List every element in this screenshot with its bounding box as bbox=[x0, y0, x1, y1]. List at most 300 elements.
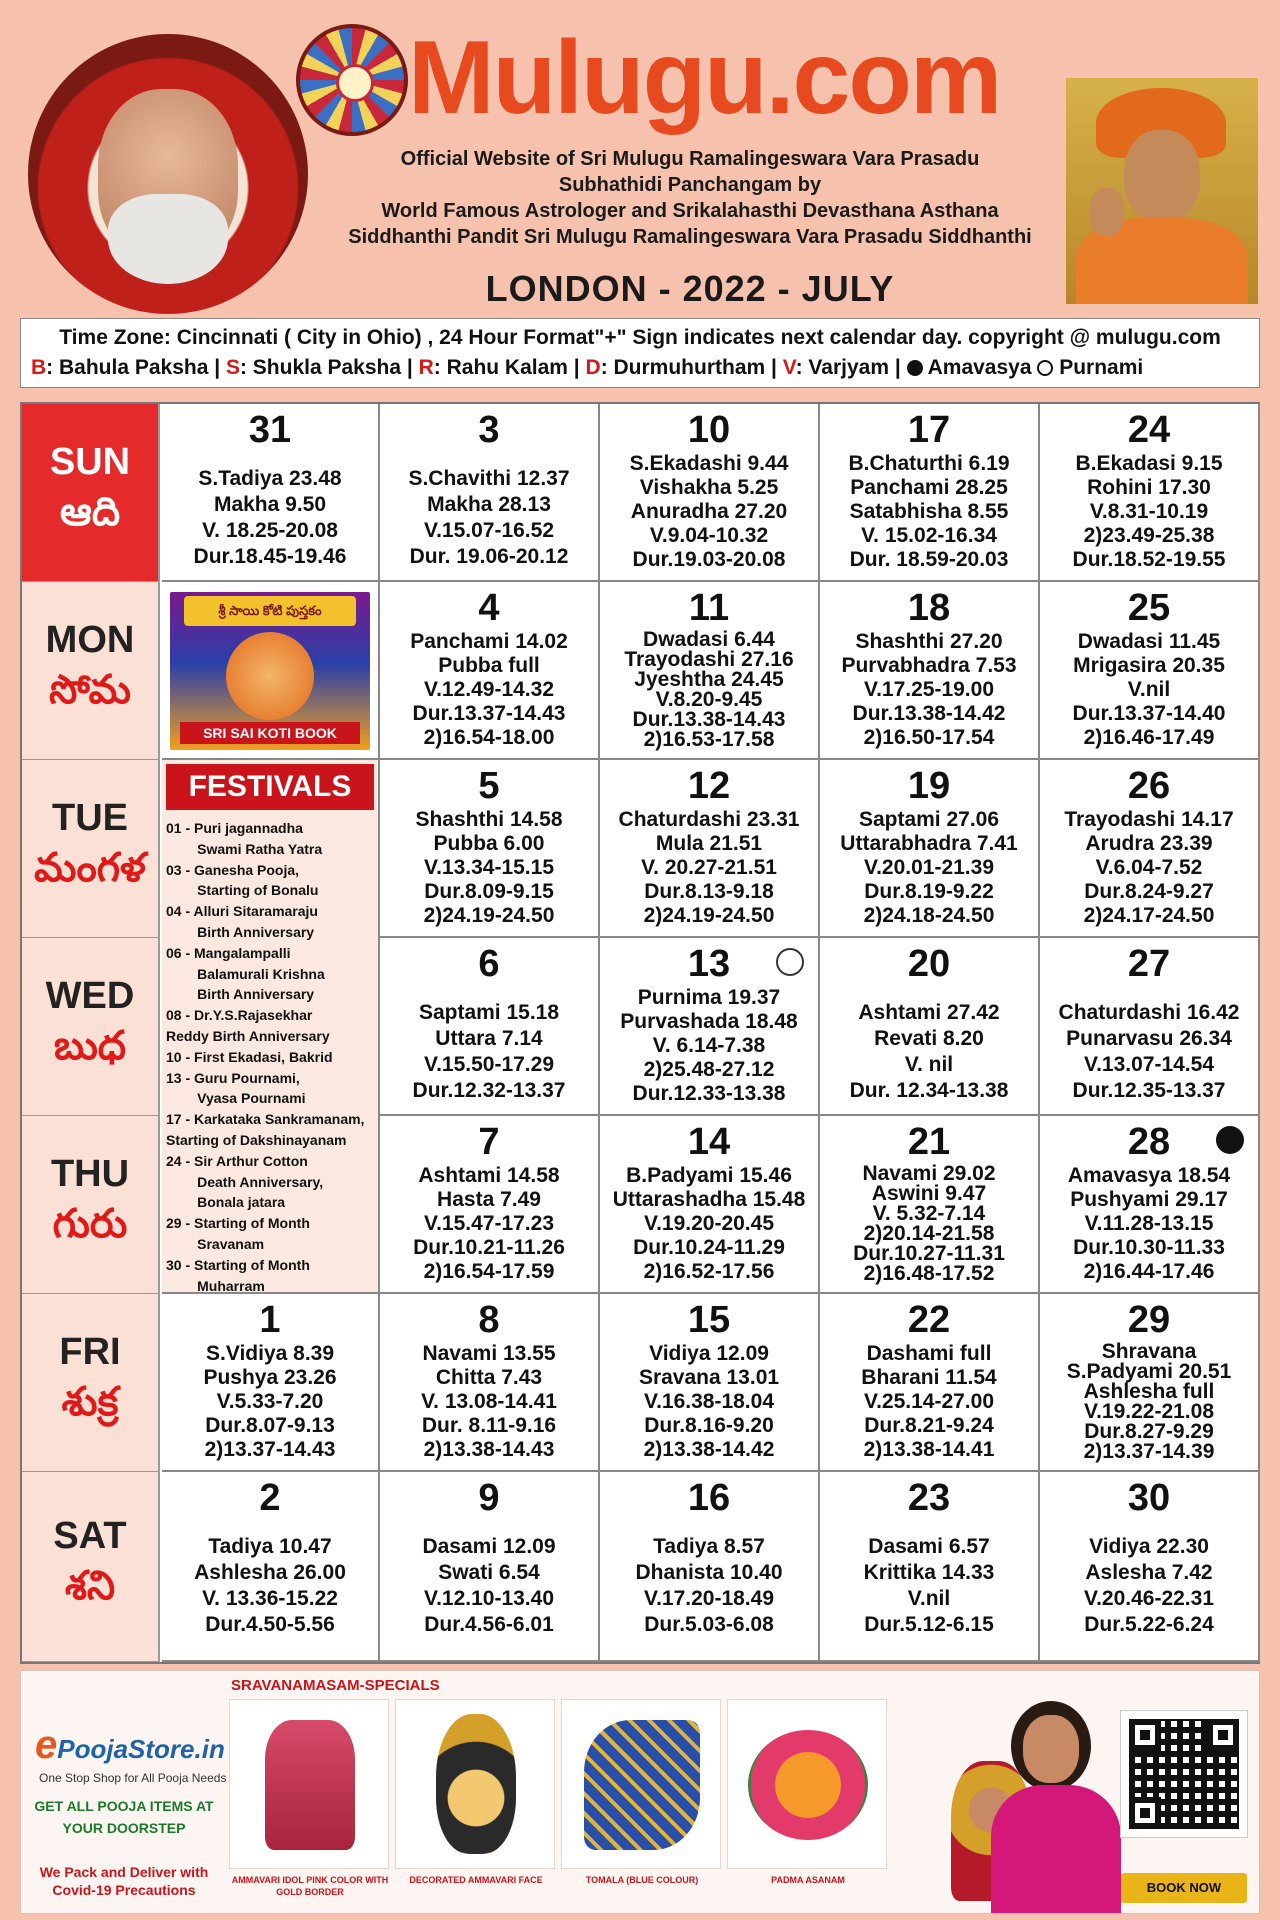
date-number: 20 bbox=[907, 943, 951, 985]
detail-line: 2)16.53-17.58 bbox=[643, 728, 775, 751]
detail-line: Navami 29.02 bbox=[862, 1162, 996, 1185]
detail-line: Shashthi 14.58 bbox=[415, 808, 563, 831]
detail-line: Dur.10.30-11.33 bbox=[1073, 1236, 1225, 1259]
detail-line: Dasami 6.57 bbox=[868, 1535, 990, 1558]
festival-item: 13 - Guru Pournami, Vyasa Pournami bbox=[166, 1069, 306, 1107]
date-number: 25 bbox=[1127, 587, 1171, 629]
date-number: 27 bbox=[1127, 943, 1171, 985]
detail-line: Chaturdashi 16.42 bbox=[1058, 1001, 1240, 1024]
detail-line: Dur.18.52-19.55 bbox=[1072, 548, 1226, 571]
date-number: 2 bbox=[259, 1477, 281, 1519]
detail-line: Dur.13.37-14.43 bbox=[412, 702, 566, 725]
detail-line: Dur.8.24-9.27 bbox=[1084, 880, 1214, 903]
detail-line: Dur.10.21-11.26 bbox=[413, 1236, 565, 1259]
day-header-wed bbox=[22, 938, 160, 1116]
detail-line: Dur.8.07-9.13 bbox=[205, 1414, 335, 1437]
panchangam-details bbox=[1040, 808, 1258, 928]
detail-line: S.Ekadashi 9.44 bbox=[629, 452, 789, 475]
date-cell-31[interactable] bbox=[162, 404, 380, 582]
festival-item: 01 - Puri jagannadha Swami Ratha Yatra bbox=[166, 820, 323, 857]
detail-line: Tadiya 10.47 bbox=[208, 1535, 332, 1558]
legend-key-r: R bbox=[418, 356, 434, 379]
festival-item: 30 - Starting of Month Muharram bbox=[166, 1256, 310, 1294]
product-caption: AMMAVARI IDOL PINK COLOR WITH GOLD BORDER bbox=[231, 1875, 389, 1897]
festival-item: 08 - Dr.Y.S.Rajasekhar Reddy Birth Anniversary bbox=[166, 1007, 330, 1044]
day-header-sat bbox=[22, 1472, 160, 1662]
detail-line: Saptami 15.18 bbox=[418, 1001, 560, 1024]
date-number: 9 bbox=[478, 1477, 500, 1519]
detail-line: Dur.13.38-14.42 bbox=[852, 702, 1006, 725]
detail-line: Dur.13.37-14.40 bbox=[1072, 702, 1226, 725]
date-cell-24[interactable] bbox=[1040, 404, 1260, 582]
detail-line: 2)16.48-17.52 bbox=[863, 1262, 995, 1285]
date-number: 8 bbox=[478, 1299, 500, 1341]
date-cell-16[interactable] bbox=[600, 1472, 820, 1662]
detail-line: V.19.20-20.45 bbox=[643, 1212, 774, 1235]
day-name-telugu: గురు bbox=[52, 1201, 128, 1246]
detail-line: Dur.4.56-6.01 bbox=[424, 1613, 554, 1636]
detail-line: Dur.5.12-6.15 bbox=[864, 1613, 994, 1636]
detail-line: V. 13.36-15.22 bbox=[202, 1587, 338, 1610]
detail-line: Sravana 13.01 bbox=[638, 1366, 780, 1389]
header-line-4: Siddhanthi Pandit Sri Mulugu Ramalingeswara Vara Prasadu Siddhanthi bbox=[348, 226, 1032, 248]
detail-line: Pubba 6.00 bbox=[433, 832, 545, 855]
detail-line: B.Chaturthi 6.19 bbox=[848, 452, 1010, 475]
panchangam-details bbox=[162, 1534, 378, 1638]
day-name-english: MON bbox=[45, 618, 135, 661]
detail-line: 2)16.54-18.00 bbox=[423, 726, 555, 749]
date-number: 23 bbox=[907, 1477, 951, 1519]
detail-line: V.nil bbox=[907, 1587, 951, 1610]
detail-line: Rohini 17.30 bbox=[1087, 476, 1211, 499]
detail-line: V.12.10-13.40 bbox=[423, 1587, 554, 1610]
date-cell-19[interactable] bbox=[820, 760, 1040, 938]
date-cell-7[interactable] bbox=[380, 1116, 600, 1294]
detail-line: S.Padyami 20.51 bbox=[1066, 1360, 1232, 1383]
day-name-telugu: సోమ bbox=[49, 667, 131, 712]
detail-line: Dur.12.33-13.38 bbox=[632, 1082, 786, 1105]
panchangam-details bbox=[820, 630, 1038, 750]
detail-line: Pushyami 29.17 bbox=[1070, 1188, 1228, 1211]
date-cell-6[interactable] bbox=[380, 938, 600, 1116]
header-line-1: Official Website of Sri Mulugu Ramalingeswara Vara Prasadu bbox=[400, 148, 980, 170]
detail-line: Purvashada 18.48 bbox=[620, 1010, 798, 1033]
panchangam-details bbox=[600, 1164, 818, 1284]
day-name-telugu: ఆది bbox=[59, 489, 121, 534]
header-line-3: World Famous Astrologer and Srikalahasthi Devasthana Asthana bbox=[381, 200, 999, 222]
detail-line: V.20.46-22.31 bbox=[1083, 1587, 1214, 1610]
detail-line: Purnima 19.37 bbox=[637, 986, 781, 1009]
poojastore-logo-icon: e bbox=[35, 1723, 58, 1767]
covid-text: We Pack and Deliver with Covid-19 Precautions bbox=[39, 1864, 209, 1898]
sai-baba-portrait bbox=[1066, 78, 1258, 304]
brand-suffix: .in bbox=[194, 1734, 225, 1764]
legend-key-s: S bbox=[225, 356, 240, 379]
date-cell-14[interactable] bbox=[600, 1116, 820, 1294]
detail-line: Dur.5.03-6.08 bbox=[644, 1613, 774, 1636]
model-with-idol bbox=[951, 1701, 1121, 1913]
date-number: 15 bbox=[687, 1299, 731, 1341]
festivals-panel bbox=[162, 760, 380, 1294]
detail-line: Dur. 8.11-9.16 bbox=[421, 1414, 557, 1437]
detail-line: Trayodashi 27.16 bbox=[624, 648, 794, 671]
panchangam-details bbox=[1040, 452, 1258, 572]
legend-key-v: V bbox=[782, 356, 796, 379]
panchangam-details bbox=[820, 452, 1038, 572]
product-caption: PADMA ASANAM bbox=[771, 1875, 845, 1885]
date-cell-28[interactable] bbox=[1040, 1116, 1260, 1294]
detail-line: Uttara 7.14 bbox=[435, 1027, 543, 1050]
panchangam-details bbox=[380, 1342, 598, 1462]
pooja-store-ad[interactable] bbox=[20, 1670, 1260, 1914]
date-cell-17[interactable] bbox=[820, 404, 1040, 582]
day-name-english: SAT bbox=[53, 1514, 127, 1557]
detail-line: 2)13.38-14.42 bbox=[643, 1438, 775, 1461]
date-cell-4[interactable] bbox=[380, 582, 600, 760]
date-number: 21 bbox=[907, 1121, 951, 1163]
header-description bbox=[316, 146, 1064, 250]
date-cell-5[interactable] bbox=[380, 760, 600, 938]
product-ammavari-idol[interactable] bbox=[229, 1699, 389, 1897]
detail-line: V.5.33-7.20 bbox=[216, 1390, 324, 1413]
date-cell-3[interactable] bbox=[380, 404, 600, 582]
model-face bbox=[1023, 1715, 1079, 1783]
date-number: 28 bbox=[1127, 1121, 1171, 1163]
panchangam-details bbox=[380, 630, 598, 750]
detail-line: Dur.13.38-14.43 bbox=[632, 708, 786, 731]
info-box bbox=[20, 318, 1260, 388]
detail-line: 2)24.17-24.50 bbox=[1083, 904, 1215, 927]
detail-line: Makha 9.50 bbox=[213, 493, 327, 516]
date-number: 18 bbox=[907, 587, 951, 629]
detail-line: Bharani 11.54 bbox=[861, 1366, 997, 1389]
day-name-telugu: మంగళ bbox=[34, 845, 146, 890]
detail-line: Vidiya 22.30 bbox=[1089, 1535, 1209, 1558]
panchangam-details bbox=[820, 1164, 1038, 1284]
detail-line: 2)16.54-17.59 bbox=[423, 1260, 555, 1283]
brand-name: PoojaStore bbox=[57, 1734, 195, 1764]
detail-line: V.20.01-21.39 bbox=[863, 856, 994, 879]
face-image bbox=[436, 1714, 516, 1854]
blessing-hand-icon bbox=[1090, 188, 1124, 236]
date-cell-21[interactable] bbox=[820, 1116, 1040, 1294]
panchangam-details bbox=[380, 808, 598, 928]
date-cell-25[interactable] bbox=[1040, 582, 1260, 760]
legend-text-v: : Varjyam | bbox=[795, 356, 901, 379]
day-name-telugu: శని bbox=[64, 1563, 116, 1608]
detail-line: Dur.19.03-20.08 bbox=[632, 548, 786, 571]
legend-key-b: B bbox=[31, 356, 47, 379]
detail-line: Ashlesha full bbox=[1083, 1380, 1215, 1403]
detail-line: Dur.5.22-6.24 bbox=[1084, 1613, 1214, 1636]
panchangam-details bbox=[600, 452, 818, 572]
product-caption: DECORATED AMMAVARI FACE bbox=[409, 1875, 543, 1885]
day-name-telugu: శుక్ర bbox=[61, 1379, 119, 1424]
panchangam-details bbox=[820, 1534, 1038, 1638]
detail-line: 2)13.38-14.41 bbox=[863, 1438, 995, 1461]
legend-text-b: : Bahula Paksha | bbox=[46, 356, 226, 379]
detail-line: V.nil bbox=[1127, 678, 1171, 701]
detail-line: Shravana bbox=[1101, 1340, 1197, 1363]
detail-line: Uttarabhadra 7.41 bbox=[840, 832, 1018, 855]
detail-line: Ashlesha 26.00 bbox=[194, 1561, 346, 1584]
detail-line: V.8.31-10.19 bbox=[1089, 500, 1209, 523]
festival-item: 10 - First Ekadasi, Bakrid bbox=[166, 1048, 333, 1065]
detail-line: V. 15.02-16.34 bbox=[861, 524, 997, 547]
day-name-english: FRI bbox=[59, 1330, 121, 1373]
detail-line: V.9.04-10.32 bbox=[649, 524, 769, 547]
detail-line: V. nil bbox=[904, 1053, 954, 1076]
legend-text-d: : Durmuhurtham | bbox=[600, 356, 783, 379]
date-number: 6 bbox=[478, 943, 500, 985]
detail-line: Dur.12.35-13.37 bbox=[1072, 1079, 1226, 1102]
date-cell-18[interactable] bbox=[820, 582, 1040, 760]
date-cell-20[interactable] bbox=[820, 938, 1040, 1116]
date-cell-29[interactable] bbox=[1040, 1294, 1260, 1472]
detail-line: Shashthi 27.20 bbox=[855, 630, 1003, 653]
detail-line: Punarvasu 26.34 bbox=[1066, 1027, 1232, 1050]
product-ammavari-face[interactable] bbox=[395, 1699, 555, 1885]
day-header-tue bbox=[22, 760, 160, 938]
detail-line: S.Tadiya 23.48 bbox=[198, 467, 342, 490]
detail-line: Uttarashadha 15.48 bbox=[612, 1188, 806, 1211]
detail-line: V.8.20-9.45 bbox=[655, 688, 763, 711]
detail-line: Mrigasira 20.35 bbox=[1073, 654, 1225, 677]
date-number: 19 bbox=[907, 765, 951, 807]
specials-title: SRAVANAMASAM-SPECIALS bbox=[231, 1677, 440, 1694]
detail-line: Swati 6.54 bbox=[438, 1561, 540, 1584]
detail-line: 2)13.38-14.43 bbox=[423, 1438, 555, 1461]
panchangam-details bbox=[820, 1000, 1038, 1104]
detail-line: Dur.8.21-9.24 bbox=[864, 1414, 994, 1437]
panchangam-details bbox=[1040, 630, 1258, 750]
product-caption: TOMALA (BLUE COLOUR) bbox=[585, 1875, 699, 1885]
saint-face bbox=[1124, 130, 1200, 222]
panchangam-details bbox=[1040, 1534, 1258, 1638]
detail-line: Dur. 19.06-20.12 bbox=[409, 545, 569, 568]
detail-line: V.6.04-7.52 bbox=[1095, 856, 1203, 879]
detail-line: V.13.07-14.54 bbox=[1083, 1053, 1214, 1076]
date-number: 17 bbox=[907, 409, 951, 451]
date-number: 30 bbox=[1127, 1477, 1171, 1519]
day-name-english: SUN bbox=[49, 440, 131, 483]
date-cell-30[interactable] bbox=[1040, 1472, 1260, 1662]
date-cell-12[interactable] bbox=[600, 760, 820, 938]
date-number: 14 bbox=[687, 1121, 731, 1163]
festival-item: 29 - Starting of Month Sravanam bbox=[166, 1215, 310, 1252]
panchangam-details bbox=[600, 1534, 818, 1638]
product-padma-asanam[interactable] bbox=[727, 1699, 887, 1885]
detail-line: Aswini 9.47 bbox=[871, 1182, 987, 1205]
detail-line: Dwadasi 6.44 bbox=[643, 628, 775, 651]
detail-line: Hasta 7.49 bbox=[437, 1188, 541, 1211]
detail-line: B.Ekadasi 9.15 bbox=[1075, 452, 1223, 475]
poojastore-logo[interactable] bbox=[35, 1723, 225, 1768]
detail-line: Vishakha 5.25 bbox=[639, 476, 779, 499]
book-label: SRI SAI KOTI BOOK bbox=[180, 722, 360, 744]
detail-line: Dur. 18.59-20.03 bbox=[849, 548, 1009, 571]
date-cell-9[interactable] bbox=[380, 1472, 600, 1662]
calendar-grid bbox=[20, 402, 1260, 1664]
festival-item: 06 - Mangalampalli Balamurali Krishna Birth Anniversary bbox=[166, 944, 325, 1003]
festivals-list bbox=[162, 818, 378, 1296]
detail-line: Chitta 7.43 bbox=[435, 1366, 543, 1389]
date-cell-23[interactable] bbox=[820, 1472, 1040, 1662]
detail-line: Dur.8.16-9.20 bbox=[644, 1414, 774, 1437]
detail-line: Ashtami 14.58 bbox=[418, 1164, 560, 1187]
festival-item: 03 - Ganesha Pooja, Starting of Bonalu bbox=[166, 861, 319, 899]
date-number: 5 bbox=[478, 765, 500, 807]
detail-line: Satabhisha 8.55 bbox=[849, 500, 1009, 523]
detail-line: Vidiya 12.09 bbox=[649, 1342, 769, 1365]
panchangam-details bbox=[380, 1534, 598, 1638]
detail-line: S.Chavithi 12.37 bbox=[408, 467, 570, 490]
day-header-thu bbox=[22, 1116, 160, 1294]
date-cell-8[interactable] bbox=[380, 1294, 600, 1472]
day-name-english: TUE bbox=[52, 796, 128, 839]
date-cell-11[interactable] bbox=[600, 582, 820, 760]
detail-line: 2)24.19-24.50 bbox=[643, 904, 775, 927]
zodiac-mandala-icon bbox=[296, 24, 408, 136]
panchangam-details bbox=[380, 1000, 598, 1104]
detail-line: S.Vidiya 8.39 bbox=[205, 1342, 335, 1365]
legend-key-d: D bbox=[585, 356, 601, 379]
detail-line: V. 20.27-21.51 bbox=[641, 856, 777, 879]
date-cell-22[interactable] bbox=[820, 1294, 1040, 1472]
model-saree bbox=[991, 1785, 1121, 1913]
date-cell-10[interactable] bbox=[600, 404, 820, 582]
panchangam-details bbox=[162, 1342, 378, 1462]
detail-line: V.19.22-21.08 bbox=[1083, 1400, 1214, 1423]
detail-line: Dur.4.50-5.56 bbox=[205, 1613, 335, 1636]
qr-finder bbox=[1207, 1719, 1239, 1751]
detail-line: Pushya 23.26 bbox=[203, 1366, 337, 1389]
detail-line: Mula 21.51 bbox=[655, 832, 763, 855]
day-name-english: WED bbox=[45, 974, 135, 1017]
panchangam-details bbox=[1040, 1000, 1258, 1104]
detail-line: B.Padyami 15.46 bbox=[626, 1164, 792, 1187]
detail-line: Pubba full bbox=[438, 654, 540, 677]
date-cell-27[interactable] bbox=[1040, 938, 1260, 1116]
detail-line: V.25.14-27.00 bbox=[863, 1390, 994, 1413]
detail-line: Krittika 14.33 bbox=[863, 1561, 995, 1584]
date-cell-2[interactable] bbox=[162, 1472, 380, 1662]
festival-item: 24 - Sir Arthur Cotton Death Anniversary, Bonala jatara bbox=[166, 1152, 324, 1211]
full-moon-icon bbox=[1037, 360, 1053, 376]
detail-line: 2)16.44-17.46 bbox=[1083, 1260, 1215, 1283]
new-moon-icon bbox=[1216, 1126, 1244, 1154]
detail-line: Trayodashi 14.17 bbox=[1064, 808, 1234, 831]
date-cell-26[interactable] bbox=[1040, 760, 1260, 938]
detail-line: Tadiya 8.57 bbox=[653, 1535, 765, 1558]
date-number: 13 bbox=[687, 943, 731, 985]
detail-line: Dur. 12.34-13.38 bbox=[849, 1079, 1009, 1102]
detail-line: 2)16.50-17.54 bbox=[863, 726, 995, 749]
detail-line: Dur.12.32-13.37 bbox=[412, 1079, 566, 1102]
panchangam-details bbox=[380, 1164, 598, 1284]
date-cell-13[interactable] bbox=[600, 938, 820, 1116]
detail-line: 2)20.14-21.58 bbox=[863, 1222, 995, 1245]
detail-line: Dhanista 10.40 bbox=[635, 1561, 783, 1584]
detail-line: Anuradha 27.20 bbox=[630, 500, 788, 523]
city-month-title: LONDON - 2022 - JULY bbox=[485, 268, 895, 309]
detail-line: 2)23.49-25.38 bbox=[1083, 524, 1215, 547]
date-number: 12 bbox=[687, 765, 731, 807]
date-number: 31 bbox=[248, 409, 292, 451]
date-number: 10 bbox=[687, 409, 731, 451]
date-number: 26 bbox=[1127, 765, 1171, 807]
detail-line: 2)13.37-14.43 bbox=[204, 1438, 336, 1461]
detail-line: 2)24.18-24.50 bbox=[863, 904, 995, 927]
detail-line: Makha 28.13 bbox=[427, 493, 551, 516]
detail-line: 2)16.52-17.56 bbox=[643, 1260, 775, 1283]
detail-line: 2)25.48-27.12 bbox=[643, 1058, 775, 1081]
astrologer-portrait bbox=[28, 34, 308, 314]
detail-line: Saptami 27.06 bbox=[858, 808, 1000, 831]
detail-line: V. 5.32-7.14 bbox=[872, 1202, 986, 1225]
full-moon-icon bbox=[776, 948, 804, 976]
detail-line: Jyeshtha 24.45 bbox=[634, 668, 784, 691]
idol-image bbox=[265, 1720, 355, 1850]
panchangam-details bbox=[600, 986, 818, 1106]
book-cover[interactable] bbox=[170, 592, 370, 750]
book-banner: శ్రీ సాయి కోటి పుస్తకం bbox=[184, 596, 356, 626]
qr-code[interactable] bbox=[1121, 1711, 1247, 1837]
detail-line: Amavasya 18.54 bbox=[1067, 1164, 1231, 1187]
site-title[interactable]: Mulugu.com bbox=[408, 20, 1001, 136]
date-cell-15[interactable] bbox=[600, 1294, 820, 1472]
date-number: 3 bbox=[478, 409, 500, 451]
date-number: 11 bbox=[688, 587, 730, 629]
date-number: 1 bbox=[259, 1299, 281, 1341]
detail-line: Panchami 28.25 bbox=[850, 476, 1008, 499]
detail-line: Dur.8.09-9.15 bbox=[424, 880, 554, 903]
date-number: 7 bbox=[478, 1121, 500, 1163]
detail-line: Dur.10.27-11.31 bbox=[853, 1242, 1005, 1265]
sai-koti-book-ad[interactable] bbox=[162, 582, 380, 760]
detail-line: V.15.50-17.29 bbox=[423, 1053, 554, 1076]
detail-line: 2)13.37-14.39 bbox=[1083, 1440, 1215, 1463]
detail-line: Dur.18.45-19.46 bbox=[193, 545, 347, 568]
day-header-fri bbox=[22, 1294, 160, 1472]
detail-line: V. 13.08-14.41 bbox=[421, 1390, 557, 1413]
legend-text-r: : Rahu Kalam | bbox=[433, 356, 586, 379]
date-number: 24 bbox=[1127, 409, 1171, 451]
detail-line: Purvabhadra 7.53 bbox=[841, 654, 1017, 677]
day-header-mon bbox=[22, 582, 160, 760]
astrologer-beard bbox=[108, 194, 228, 284]
detail-line: Panchami 14.02 bbox=[410, 630, 568, 653]
panchangam-details bbox=[162, 466, 378, 570]
legend-amavasya: Amavasya bbox=[927, 356, 1032, 379]
detail-line: V.11.28-13.15 bbox=[1084, 1212, 1214, 1235]
panchangam-details bbox=[820, 1342, 1038, 1462]
detail-line: Revati 8.20 bbox=[874, 1027, 984, 1050]
header-line-2: Subhathidi Panchangam by bbox=[558, 174, 822, 196]
qr-finder bbox=[1129, 1797, 1161, 1829]
legend bbox=[31, 353, 1249, 383]
product-tomala[interactable] bbox=[561, 1699, 721, 1885]
header bbox=[0, 0, 1280, 312]
date-cell-1[interactable] bbox=[162, 1294, 380, 1472]
book-now-button[interactable]: BOOK NOW bbox=[1121, 1873, 1247, 1903]
timezone-note: Time Zone: Cincinnati ( City in Ohio) , 24 Hour Format"+" Sign indicates next calendar day. copyright @ mulugu.com bbox=[59, 326, 1221, 349]
detail-line: V.13.34-15.15 bbox=[423, 856, 554, 879]
panchangam-details bbox=[380, 466, 598, 570]
day-header-sun bbox=[22, 404, 160, 582]
detail-line: Dur.8.27-9.29 bbox=[1084, 1420, 1214, 1443]
detail-line: V.16.38-18.04 bbox=[643, 1390, 774, 1413]
